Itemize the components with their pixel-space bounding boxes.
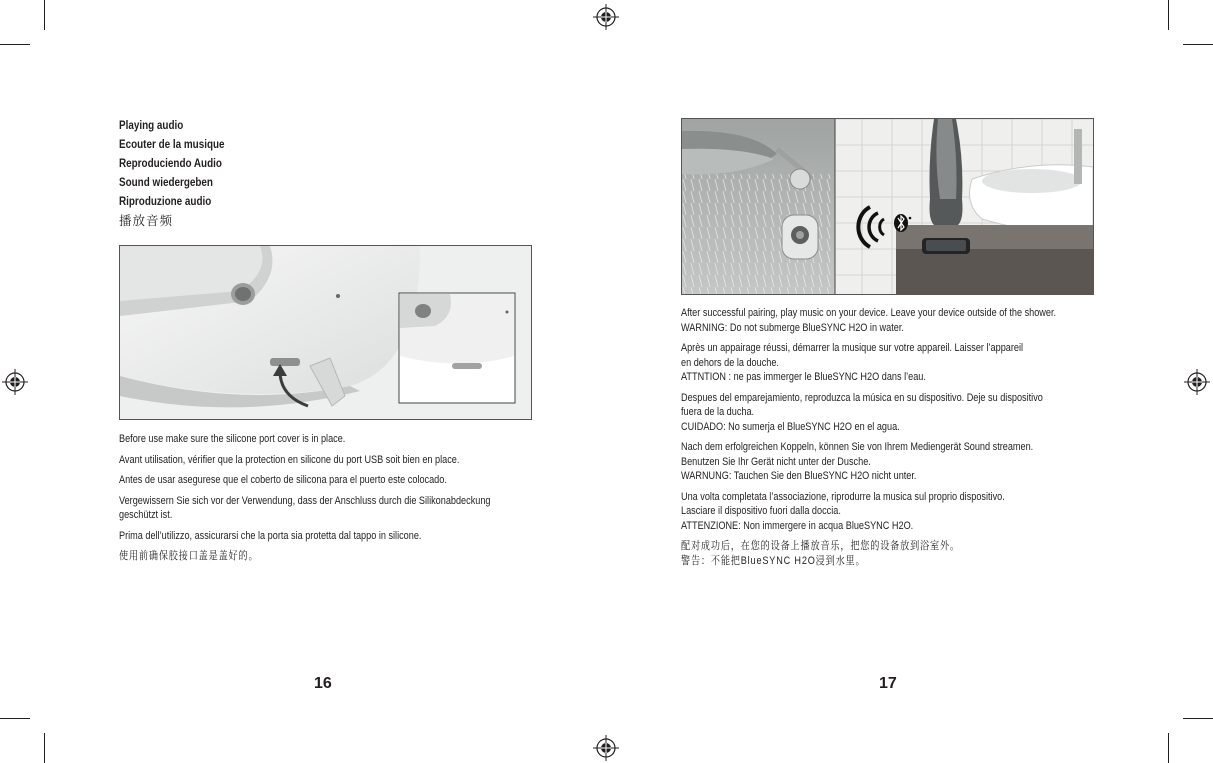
heading-de: Sound wiedergeben <box>119 177 213 189</box>
line: fuera de la ducha. <box>681 406 755 418</box>
registration-mark-icon <box>1184 369 1210 395</box>
paragraph-fr <box>681 341 1079 385</box>
warning-line: ATTENZIONE: Non immergere in acqua BlueSYNC H2O. <box>681 519 914 532</box>
section-headings <box>119 117 419 231</box>
instruction-en: Before use make sure the silicone port cover is in place. <box>119 433 346 445</box>
instruction-zh: 使用前确保胶接口盖是盖好的。 <box>119 550 259 562</box>
line: Lasciare il dispositivo fuori dalla doccia. <box>681 505 841 517</box>
paragraph-es <box>681 391 1079 435</box>
page-number-left: 16 <box>314 675 332 692</box>
paragraph-it <box>681 490 1079 534</box>
crop-mark-top-right-v <box>1168 0 1169 30</box>
instruction-de: Vergewissern Sie sich vor der Verwendung, dass der Anschluss durch die Silikonabdeckung geschützt ist. <box>119 494 491 521</box>
heading-it: Riproduzione audio <box>119 196 212 208</box>
speaker-port-image <box>119 245 532 420</box>
pairing-instructions <box>681 306 1079 574</box>
paragraph-zh <box>681 539 1079 568</box>
heading-en: Playing audio <box>119 120 184 132</box>
registration-mark-icon <box>2 369 28 395</box>
page-number-right: 17 <box>879 675 897 692</box>
paragraph-de <box>681 440 1079 484</box>
crop-mark-top-right-h <box>1183 44 1213 45</box>
crop-mark-bottom-right-h <box>1183 718 1213 719</box>
line: Despues del emparejamiento, reproduzca la música en su dispositivo. Deje su dispositivo <box>681 391 1043 404</box>
instruction-es: Antes de usar asegurese que el coberto de silicona para el puerto este colocado. <box>119 474 447 486</box>
heading-es: Reproduciendo Audio <box>119 158 222 170</box>
line: 配对成功后，在您的设备上播放音乐，把您的设备放到浴室外。 <box>681 540 960 552</box>
heading-zh: 播放音频 <box>119 214 174 228</box>
warning-line: CUIDADO: No sumerja el BlueSYNC H2O en el agua. <box>681 420 900 433</box>
instruction-it: Prima dell’utilizzo, assicurarsi che la porta sia protetta dal tappo in silicone. <box>119 529 422 542</box>
warning-line: 警告：不能把BlueSYNC H2O浸到水里。 <box>681 554 866 567</box>
warning-line: WARNUNG: Tauchen Sie den BlueSYNC H2O nicht unter. <box>681 470 917 482</box>
line: en dehors de la douche. <box>681 356 779 369</box>
line: Nach dem erfolgreichen Koppeln, können Sie von Ihrem Mediengerät Sound streamen. <box>681 441 1034 453</box>
crop-mark-top-left-h <box>0 44 30 45</box>
line: Après un appairage réussi, démarrer la musique sur votre appareil. Laisser l’appareil <box>681 342 1024 354</box>
port-cover-instructions <box>119 432 531 570</box>
registration-mark-icon <box>593 735 619 761</box>
paragraph-en <box>681 306 1079 335</box>
warning-line: ATTNTION : ne pas immerger le BlueSYNC H2O dans l’eau. <box>681 371 926 383</box>
warning-line: WARNING: Do not submerge BlueSYNC H2O in water. <box>681 321 904 334</box>
instruction-fr: Avant utilisation, vérifier que la protection en silicone du port USB soit bien en place. <box>119 453 460 466</box>
crop-mark-bottom-right-v <box>1168 733 1169 763</box>
line: After successful pairing, play music on your device. Leave your device outside of the shower. <box>681 307 1057 319</box>
shower-pairing-image <box>681 118 1094 295</box>
line: Una volta completata l’associazione, riprodurre la musica sul proprio dispositivo. <box>681 490 1005 503</box>
crop-mark-bottom-left-h <box>0 718 30 719</box>
registration-mark-icon <box>593 4 619 30</box>
heading-fr: Ecouter de la musique <box>119 139 225 151</box>
crop-mark-top-left-v <box>44 0 45 30</box>
crop-mark-bottom-left-v <box>44 733 45 763</box>
line: Benutzen Sie Ihr Gerät nicht unter der Dusche. <box>681 455 871 468</box>
